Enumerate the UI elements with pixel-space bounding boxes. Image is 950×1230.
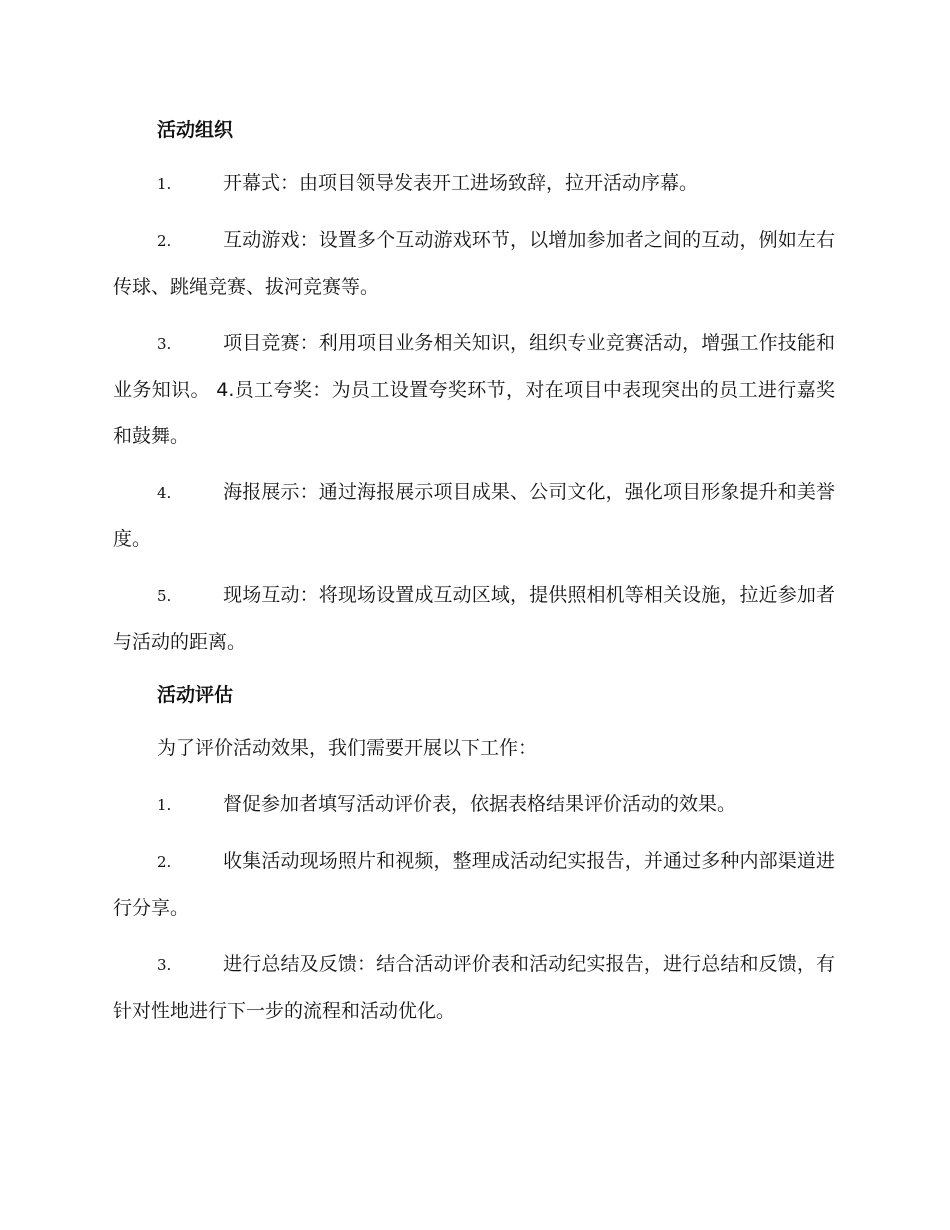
list-item-text: 海报展示：通过海报展示项目成果、公司文化，强化项目形象提升和美誉度。 bbox=[113, 481, 835, 550]
list-number: 4. bbox=[157, 484, 172, 502]
list-item-text: 互动游戏：设置多个互动游戏环节，以增加参加者之间的互动，例如左右传球、跳绳竞赛、拔河竞赛等。 bbox=[113, 229, 835, 298]
list-item bbox=[113, 838, 835, 931]
list-item-text: 督促参加者填写活动评价表，依据表格结果评价活动的效果。 bbox=[223, 793, 737, 815]
list-number: 3. bbox=[157, 956, 172, 974]
document-content bbox=[113, 110, 835, 1034]
section-intro: 为了评价活动效果，我们需要开展以下工作： bbox=[157, 737, 538, 759]
list-number: 3. bbox=[157, 335, 172, 353]
list-number: 1. bbox=[157, 796, 172, 814]
list-number: 1. bbox=[157, 175, 172, 193]
section-heading-activity-evaluation: 活动评估 bbox=[157, 684, 234, 706]
list-number: 5. bbox=[157, 587, 172, 605]
list-item-text: 进行总结及反馈：结合活动评价表和活动纪实报告，进行总结和反馈，有针对性地进行下一步的流程和活动优化。 bbox=[113, 953, 835, 1022]
list-item-text: 收集活动现场照片和视频，整理成活动纪实报告，并通过多种内部渠道进行分享。 bbox=[113, 850, 835, 919]
list-item-text: 现场互动：将现场设置成互动区域，提供照相机等相关设施，拉近参加者与活动的距离。 bbox=[113, 584, 835, 653]
list-number: 2. bbox=[157, 853, 172, 871]
list-item bbox=[113, 781, 835, 828]
list-item-text: 项目竞赛：利用项目业务相关知识，组织专业竞赛活动，增强工作技能和业务知识。 4.员工夸奖：为员工设置夸奖环节，对在项目中表现突出的员工进行嘉奖和鼓舞。 bbox=[113, 332, 835, 447]
list-item bbox=[113, 320, 835, 459]
list-item bbox=[113, 160, 835, 207]
list-item-text: 开幕式：由项目领导发表开工进场致辞，拉开活动序幕。 bbox=[223, 172, 699, 194]
list-item bbox=[113, 217, 835, 310]
section-heading-activity-organization: 活动组织 bbox=[157, 119, 234, 141]
list-item bbox=[113, 572, 835, 665]
list-item bbox=[113, 941, 835, 1034]
list-item bbox=[113, 469, 835, 562]
list-number: 2. bbox=[157, 232, 172, 250]
